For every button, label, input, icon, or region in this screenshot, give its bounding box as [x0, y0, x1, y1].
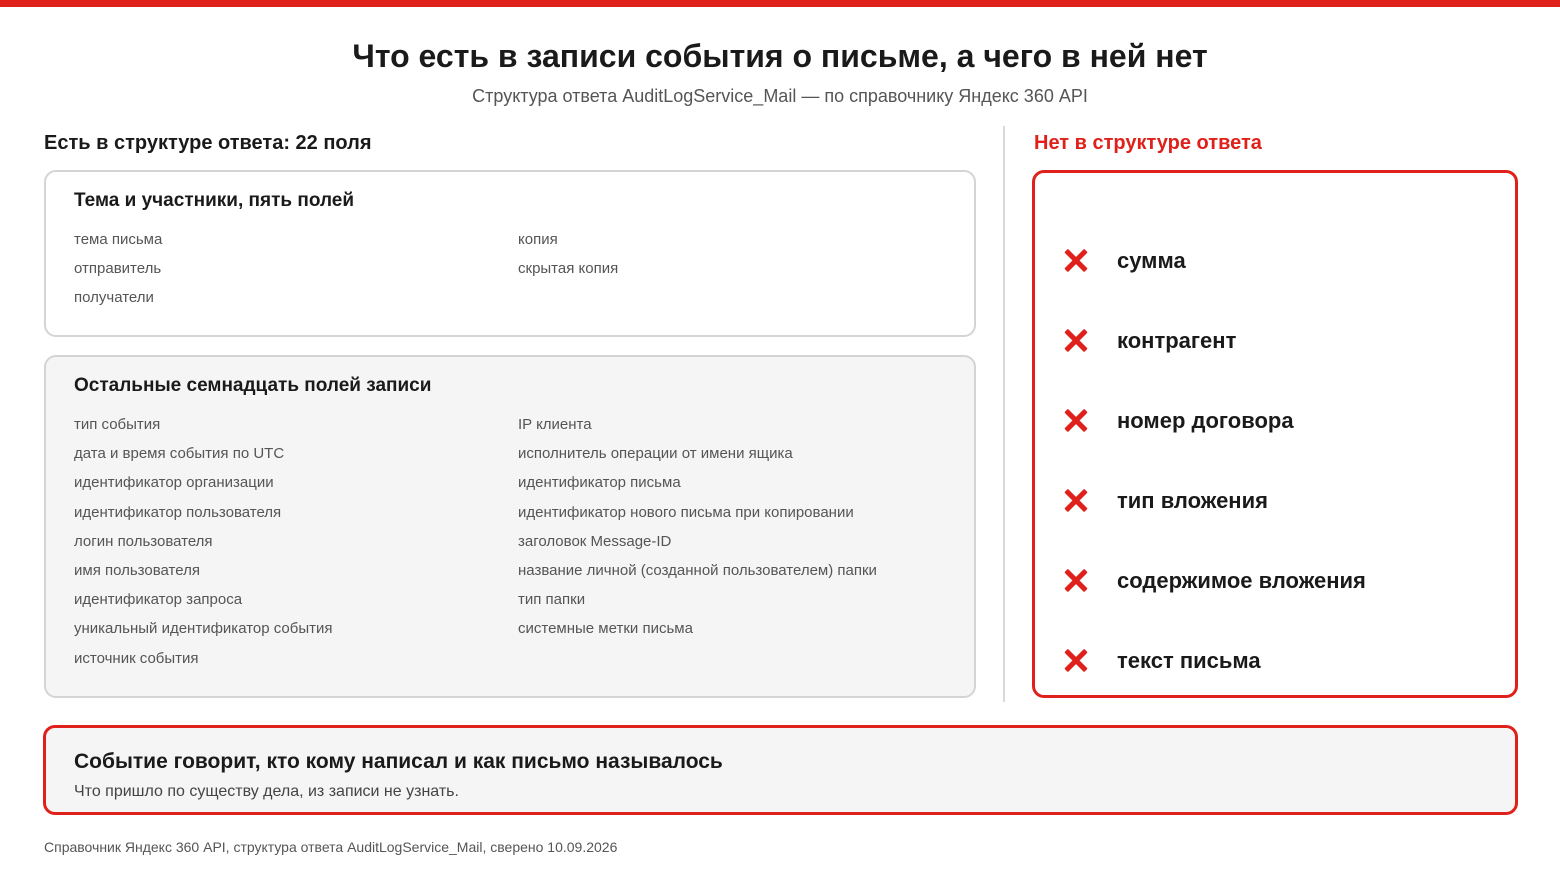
absent-item: [1061, 221, 1366, 301]
absent-fields-box: [1032, 170, 1518, 698]
field-item: исполнитель операции от имени ящика: [518, 445, 793, 463]
page-subtitle: Структура ответа AuditLogService_Mail — по справочнику Яндекс 360 API: [472, 86, 1088, 106]
other-fields: [74, 415, 962, 678]
page-title: Что есть в записи события о письме, а чего в ней нет: [352, 38, 1208, 74]
absent-heading: Нет в структуре ответа: [1034, 132, 1262, 154]
cross-icon: [1061, 566, 1091, 596]
field-item: тип события: [74, 416, 161, 433]
field-item: идентификатор письма: [518, 474, 681, 492]
cross-icon: [1061, 406, 1091, 436]
field-item: отправитель: [74, 260, 162, 278]
field-item: логин пользователя: [74, 532, 213, 550]
field-item: имя пользователя: [74, 561, 200, 579]
field-item: дата и время события по UTC: [74, 445, 285, 463]
field-item: тип папки: [518, 591, 586, 609]
people-fields-col-2: [518, 230, 962, 318]
other-fields-card: [44, 355, 976, 698]
field-item: источник события: [74, 649, 199, 667]
absent-item: [1061, 621, 1366, 701]
people-fields: [74, 230, 962, 318]
field-item: системные метки письма: [518, 620, 693, 638]
people-fields-card: [44, 170, 976, 337]
absent-item-label: текст письма: [1117, 648, 1261, 673]
field-item: название личной (созданной пользователем) папки: [518, 561, 877, 579]
cross-icon: [1061, 646, 1091, 676]
other-fields-col-2: [518, 415, 962, 678]
field-item: IP клиента: [518, 416, 592, 433]
absent-item-label: тип вложения: [1117, 488, 1268, 513]
absent-item: [1061, 461, 1366, 541]
other-card-title: Остальные семнадцать полей записи: [74, 375, 432, 396]
field-item: копия: [518, 231, 558, 248]
field-item: заголовок Message-ID: [518, 532, 672, 550]
column-divider: [1003, 126, 1005, 702]
people-fields-col-1: [74, 230, 518, 318]
absent-item-label: содержимое вложения: [1117, 568, 1366, 593]
field-item: идентификатор организации: [74, 474, 274, 492]
absent-list: [1061, 221, 1366, 701]
other-fields-col-1: [74, 415, 518, 678]
cross-icon: [1061, 246, 1091, 276]
field-item: идентификатор запроса: [74, 591, 243, 609]
cross-icon: [1061, 326, 1091, 356]
top-accent-bar: [0, 0, 1560, 7]
field-item: идентификатор пользователя: [74, 503, 282, 521]
field-item: скрытая копия: [518, 260, 619, 278]
summary-text: Что пришло по существу дела, из записи не узнать.: [74, 783, 459, 800]
summary-box: [43, 725, 1518, 815]
summary-title: Событие говорит, кто кому написал и как письмо называлось: [74, 750, 723, 773]
source-footnote: Справочник Яндекс 360 API, структура ответа AuditLogService_Mail, сверено 10.09.2026: [44, 839, 618, 855]
cross-icon: [1061, 486, 1091, 516]
absent-item: [1061, 381, 1366, 461]
field-item: уникальный идентификатор события: [74, 620, 333, 638]
absent-item-label: сумма: [1117, 248, 1186, 273]
absent-item-label: номер договора: [1117, 408, 1294, 433]
present-heading: Есть в структуре ответа: 22 поля: [44, 132, 372, 154]
field-item: получатели: [74, 289, 154, 307]
absent-item-label: контрагент: [1117, 328, 1237, 353]
absent-item: [1061, 541, 1366, 621]
field-item: идентификатор нового письма при копировании: [518, 503, 854, 521]
field-item: тема письма: [74, 231, 163, 248]
absent-item: [1061, 301, 1366, 381]
people-card-title: Тема и участники, пять полей: [74, 190, 355, 211]
